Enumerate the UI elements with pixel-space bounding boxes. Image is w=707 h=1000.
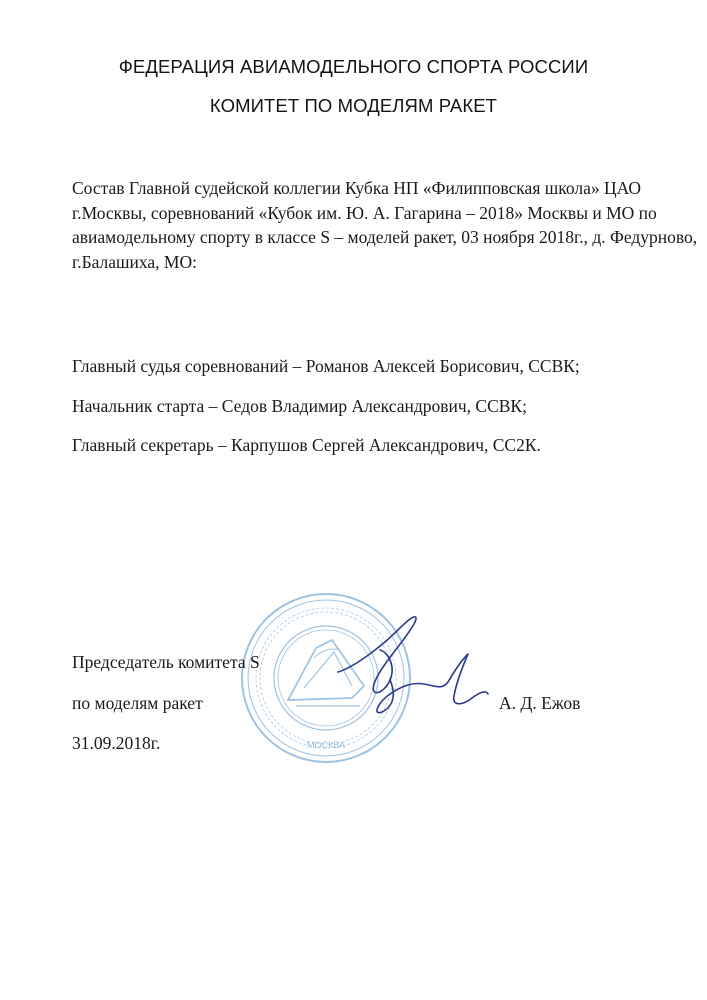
signer-name: А. Д. Ежов <box>499 693 581 713</box>
role-chief-judge: Главный судья соревнований – Романов Алексей Борисович, ССВК; <box>72 356 580 376</box>
intro-line <box>72 176 672 201</box>
role-start-chief: Начальник старта – Седов Владимир Александрович, ССВК; <box>72 396 527 416</box>
intro-line-text: Состав Главной судейской коллегии Кубка НП «Филипповская школа» ЦАО <box>72 178 642 198</box>
intro-line: г.Москвы, соревнований «Кубок им. Ю. А. Гагарина – 2018» Москвы и МО по <box>72 202 657 223</box>
stamp-text: МОСКВА <box>307 740 345 750</box>
committee-title: КОМИТЕТ ПО МОДЕЛЯМ РАКЕТ <box>209 95 498 116</box>
federation-title: ФЕДЕРАЦИЯ АВИАМОДЕЛЬНОГО СПОРТА РОССИИ <box>118 56 589 77</box>
intro-paragraph <box>72 176 698 274</box>
chair-title: Председатель комитета S <box>72 652 260 672</box>
role-chief-secretary: Главный секретарь – Карпушов Сергей Александрович, СС2К. <box>72 435 541 455</box>
intro-line: авиамодельному спорту в классе S – моделей ракет, 03 ноября 2018г., д. Федурново, <box>72 227 698 247</box>
chair-committee: по моделям ракет <box>72 693 203 713</box>
document-date: 31.09.2018г. <box>72 733 161 753</box>
handwritten-signature <box>330 610 490 720</box>
intro-line: г.Балашиха, МО: <box>72 251 197 272</box>
